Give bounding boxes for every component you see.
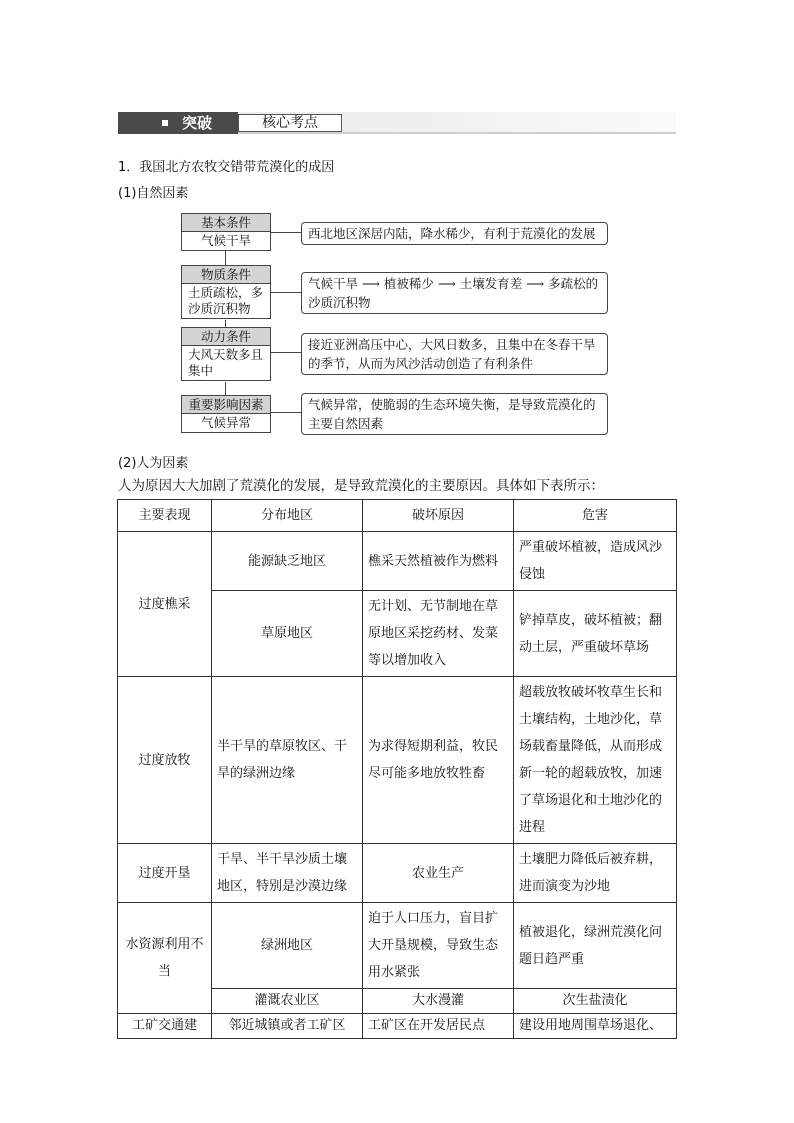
flow-factor-important [181,395,271,433]
table-cell-type: 过度开垦 [118,844,212,903]
table-cell-cause: 樵采天然植被作为燃料 [363,532,514,591]
flow-factor-body: 土质疏松，多沙质沉积物 [188,285,264,316]
table-row [118,903,677,989]
table-cell-region: 绿洲地区 [212,903,363,989]
table-cell-region: 干旱、半干旱沙质土壤地区，特别是沙漠边缘 [212,844,363,903]
section-banner [118,112,676,134]
table-cell-harm: 铲掉草皮，破坏植被；翻动土层，严重破坏草场 [514,591,677,677]
table-cell-harm: 土壤肥力降低后被弃耕，进而演变为沙地 [514,844,677,903]
table-cell-cause: 大水漫灌 [363,989,514,1014]
banner-tag [118,112,238,134]
table-header-cell: 危害 [514,500,677,532]
table-cell-harm: 建设用地周围草场退化、 [514,1014,677,1039]
flow-connector [270,292,301,293]
flow-link [225,382,226,396]
table-row [118,532,677,591]
table-cell-region: 邻近城镇或者工矿区 [212,1014,363,1039]
flow-factor-body: 气候异常 [200,415,251,430]
intro-paragraph: 人为原因大大加剧了荒漠化的发展，是导致荒漠化的主要原因。具体如下表所示： [118,478,604,494]
flow-factor-dynamic [181,327,271,381]
table-cell-cause: 为求得短期利益，牧民尽可能多地放牧牲畜 [363,677,514,844]
flow-result: 气候异常，使脆弱的生态环境失衡，是导致荒漠化的主要自然因素 [301,393,608,435]
flow-connector [270,412,301,413]
table-cell-harm: 严重破坏植被，造成风沙侵蚀 [514,532,677,591]
table-cell-harm: 次生盐渍化 [514,989,677,1014]
table-header-cell: 分布地区 [212,500,363,532]
table-cell-type: 过度放牧 [118,677,212,844]
table-row [118,1014,677,1039]
banner-title: 核心考点 [238,114,342,132]
table-cell-cause: 农业生产 [363,844,514,903]
flow-result: 西北地区深居内陆，降水稀少，有利于荒漠化的发展 [301,222,608,245]
flow-result: 接近亚洲高压中心，大风日数多，且集中在冬春干旱的季节，从而为风沙活动创造了有利条件 [301,333,608,375]
heading-causes: 1．我国北方农牧交错带荒漠化的成因 [118,160,335,175]
banner-tag-label: 突破 [182,114,213,132]
table-cell-region: 半干旱的草原牧区、干旱的绿洲边缘 [212,677,363,844]
table-cell-harm: 超载放牧破坏牧草生长和土壤结构，土地沙化，草场载畜量降低，从而形成新一轮的超载放牧，加速了草场退化和土地沙化的进程 [514,677,677,844]
table-cell-cause: 工矿区在开发居民点 [363,1014,514,1039]
flow-link [225,250,226,266]
flow-connector [270,232,301,233]
table-header-row [118,500,677,532]
table-cell-region: 能源缺乏地区 [212,532,363,591]
causes-table [117,499,677,1039]
table-row [118,677,677,844]
flow-factor-material [181,265,271,319]
table-cell-type: 水资源利用不当 [118,903,212,1014]
flow-factor-title: 动力条件 [182,328,270,346]
table-header-cell: 破坏原因 [363,500,514,532]
flow-factor-basic [181,213,271,251]
flow-result: 气候干旱 ⟶ 植被稀少 ⟶ 土壤发育差 ⟶ 多疏松的沙质沉积物 [301,272,608,314]
flow-factor-title: 物质条件 [182,266,270,284]
table-cell-cause: 迫于人口压力，盲目扩大开垦规模，导致生态用水紧张 [363,903,514,989]
table-cell-harm: 植被退化，绿洲荒漠化问题日趋严重 [514,903,677,989]
flow-factor-body: 气候干旱 [200,233,251,248]
heading-natural-factors: (1)自然因素 [118,186,189,201]
table-cell-cause: 无计划、无节制地在草原地区采挖药材、发菜等以增加收入 [363,591,514,677]
table-cell-region: 草原地区 [212,591,363,677]
bullet-square-icon [162,120,168,126]
flow-connector [270,352,301,353]
flow-factor-body: 大风天数多且集中 [188,347,264,378]
flow-factor-title: 基本条件 [182,214,270,232]
table-cell-region: 灌溉农业区 [212,989,363,1014]
table-row [118,844,677,903]
table-header-cell: 主要表现 [118,500,212,532]
table-cell-type: 工矿交通建 [118,1014,212,1039]
flow-factor-title: 重要影响因素 [182,396,270,414]
table-cell-type: 过度樵采 [118,532,212,677]
heading-human-factors: (2)人为因素 [118,456,189,471]
